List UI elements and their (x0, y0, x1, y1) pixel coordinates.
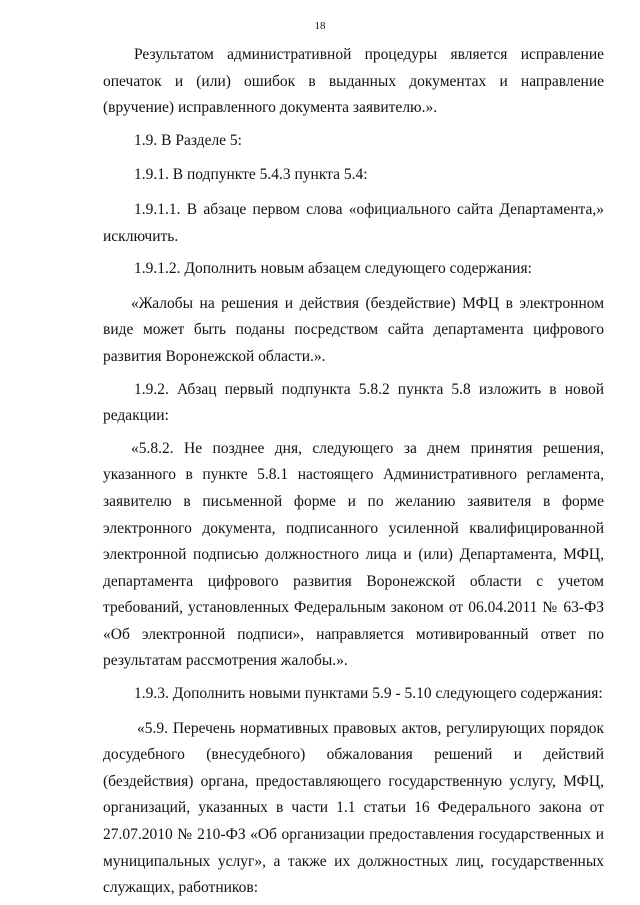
paragraph-section-5: 1.9. В Разделе 5: (134, 131, 242, 149)
paragraph-add-new-clause: 1.9.1.2. Дополнить новым абзацем следующего содержания: (134, 260, 532, 278)
page-number: 18 (314, 20, 326, 32)
paragraph-5-8-2-amendment: 1.9.2. Абзац первый подпункта 5.8.2 пункта 5.8 изложить в новой редакции: (103, 380, 604, 425)
paragraph-add-items-5-9-5-10: 1.9.3. Дополнить новыми пунктами 5.9 - 5.10 следующего содержания: (134, 685, 603, 703)
paragraph-complaints-quote: «Жалобы на решения и действия (бездействие) МФЦ в электронном виде может быть поданы посредством сайта департамента цифрового развития Воронежской области.». (103, 294, 604, 365)
paragraph-subitem-5-4-3: 1.9.1. В подпункте 5.4.3 пункта 5.4: (134, 166, 368, 184)
paragraph-exclude-words: 1.9.1.1. В абзаце первом слова «официального сайта Департамента,» исключить. (103, 200, 604, 245)
paragraph-procedure-result: Результатом административной процедуры является исправление опечаток и (или) ошибок в выданных документах и направление (вручение) исправленного документа заявителю.». (103, 46, 604, 117)
document-body (103, 42, 604, 902)
paragraph-5-8-2-quote: «5.8.2. Не позднее дня, следующего за днем принятия решения, указанного в пункте 5.8.1 настоящего Административного регламента, заявителю в письменной форме и по желанию заявителя в форме электронного документа, подписанного усиленной квалифицированной электронной подписью должностного лица и (или) Департамента, МФЦ, департамента цифрового развития Воронежской области с учетом требований, установленных Федеральным законом от 06.04.2011 № 63-ФЗ «Об электронной подписи», направляется мотивированный ответ по результатам рассмотрения жалобы.». (103, 439, 604, 670)
paragraph-5-9-quote: «5.9. Перечень нормативных правовых актов, регулирующих порядок досудебного (внесудебного) обжалования решений и действий (бездействия) органа, предоставляющего государственную услугу, МФЦ, организаций, указанных в части 1.1 статьи 16 Федерального закона от 27.07.2010 № 210-ФЗ «Об организации предоставления государственных и муниципальных услуг», а также их должностных лиц, государственных служащих, работников: (103, 719, 604, 897)
